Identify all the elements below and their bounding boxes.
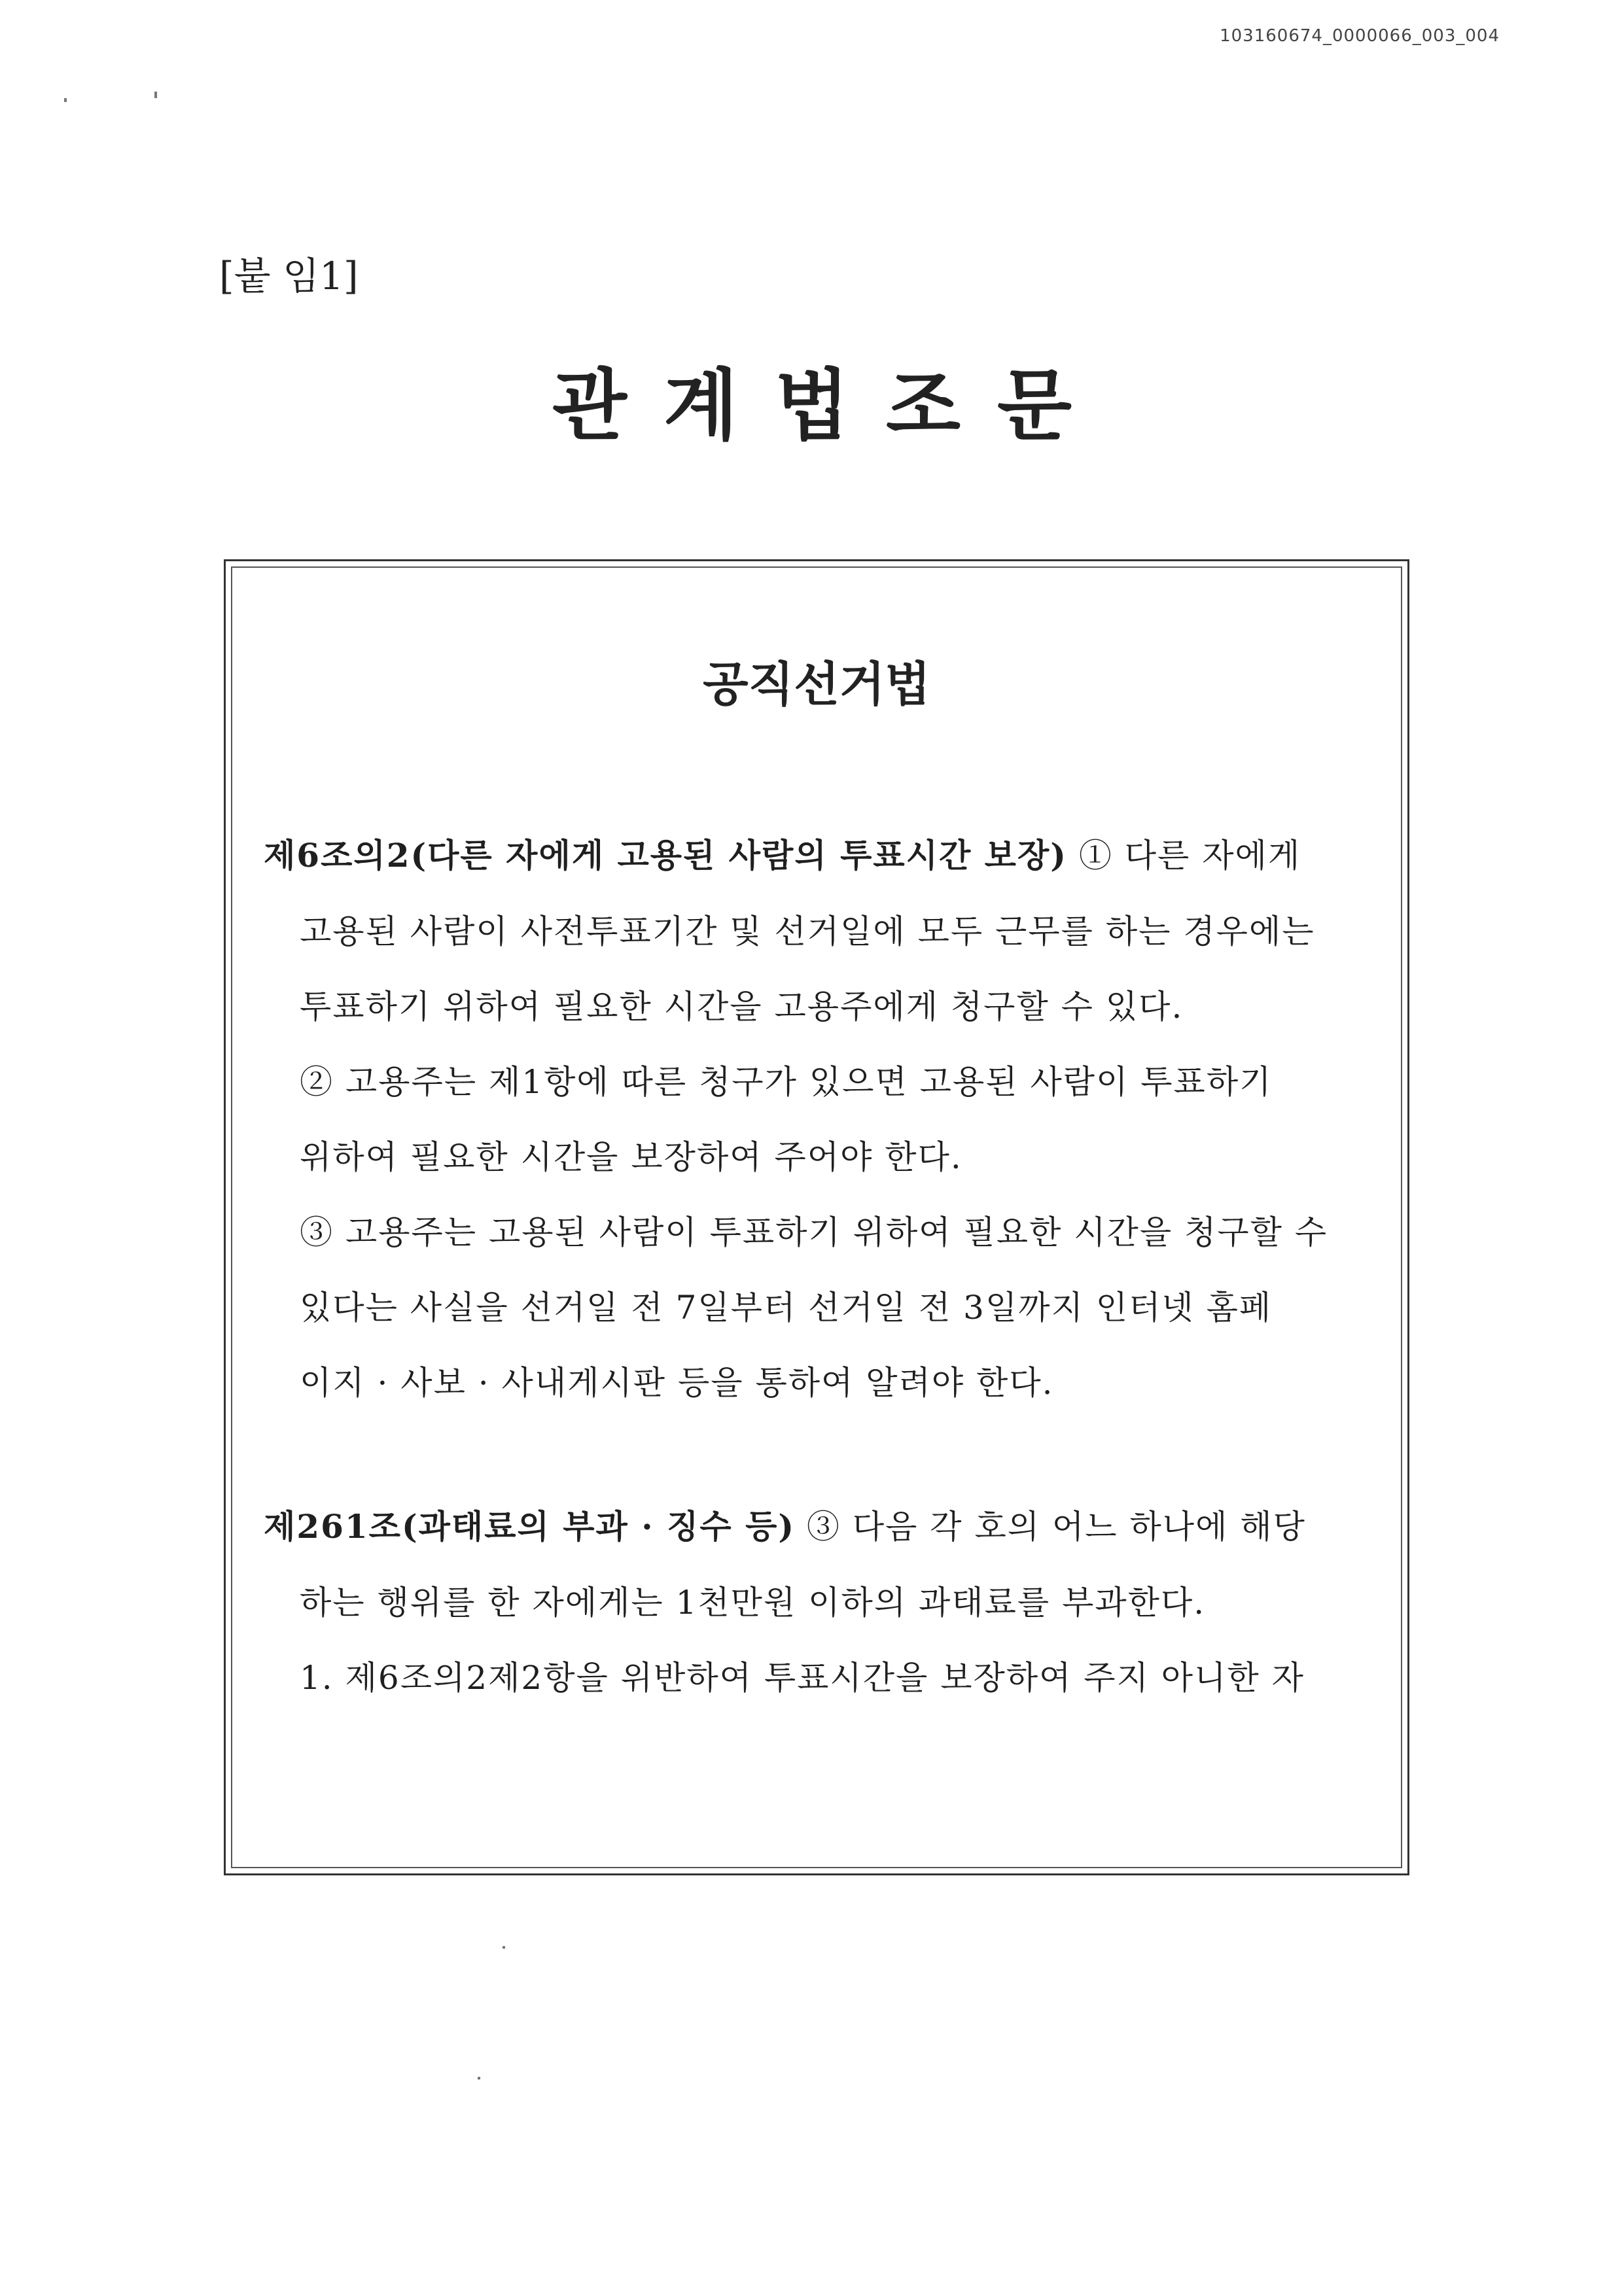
article-6-2-line-1 bbox=[264, 829, 1301, 877]
scan-speck bbox=[478, 2077, 480, 2079]
article-6-2-line-2: 고용된 사람이 사전투표기간 및 선거일에 모두 근무를 하는 경우에는 bbox=[300, 913, 1315, 950]
article-6-2-line-7: 있다는 사실을 선거일 전 7일부터 선거일 전 3일까지 인터넷 홈페 bbox=[300, 1289, 1273, 1327]
article-6-2-line-5: 위하여 필요한 시간을 보장하여 주어야 한다. bbox=[300, 1138, 962, 1176]
article-6-2-heading: 제6조의2(다른 자에게 고용된 사람의 투표시간 보장) bbox=[264, 836, 1067, 875]
document-id: 103160674_0000066_003_004 bbox=[1220, 26, 1500, 46]
article-261-line-3: 1. 제6조의2제2항을 위반하여 투표시간을 보장하여 주지 아니한 자 bbox=[300, 1659, 1305, 1697]
article-261-heading: 제261조(과태료의 부과 · 징수 등) bbox=[264, 1507, 796, 1546]
law-excerpt-box bbox=[224, 559, 1409, 1875]
article-6-2-line-1-rest: ① 다른 자에게 bbox=[1067, 837, 1301, 875]
article-261-line-2: 하는 행위를 한 자에게는 1천만원 이하의 과태료를 부과한다. bbox=[300, 1584, 1206, 1622]
article-261-line-1-rest: ③ 다음 각 호의 어느 하나에 해당 bbox=[795, 1508, 1306, 1546]
article-6-2-line-3: 투표하기 위하여 필요한 시간을 고용주에게 청구할 수 있다. bbox=[300, 988, 1184, 1026]
page-title: 관계법조문 bbox=[552, 360, 1108, 451]
article-261-line-1 bbox=[264, 1501, 1306, 1548]
attachment-label: [붙 임1] bbox=[219, 254, 359, 298]
article-6-2-line-6: ③ 고용주는 고용된 사람이 투표하기 위하여 필요한 시간을 청구할 수 bbox=[300, 1213, 1328, 1251]
law-name: 공직선거법 bbox=[703, 657, 930, 712]
scan-speck bbox=[503, 1946, 505, 1949]
scan-speck bbox=[154, 92, 157, 98]
scan-speck bbox=[64, 98, 67, 102]
article-6-2-line-4: ② 고용주는 제1항에 따른 청구가 있으면 고용된 사람이 투표하기 bbox=[300, 1063, 1273, 1101]
article-6-2-line-8: 이지 · 사보 · 사내게시판 등을 통하여 알려야 한다. bbox=[300, 1364, 1054, 1402]
